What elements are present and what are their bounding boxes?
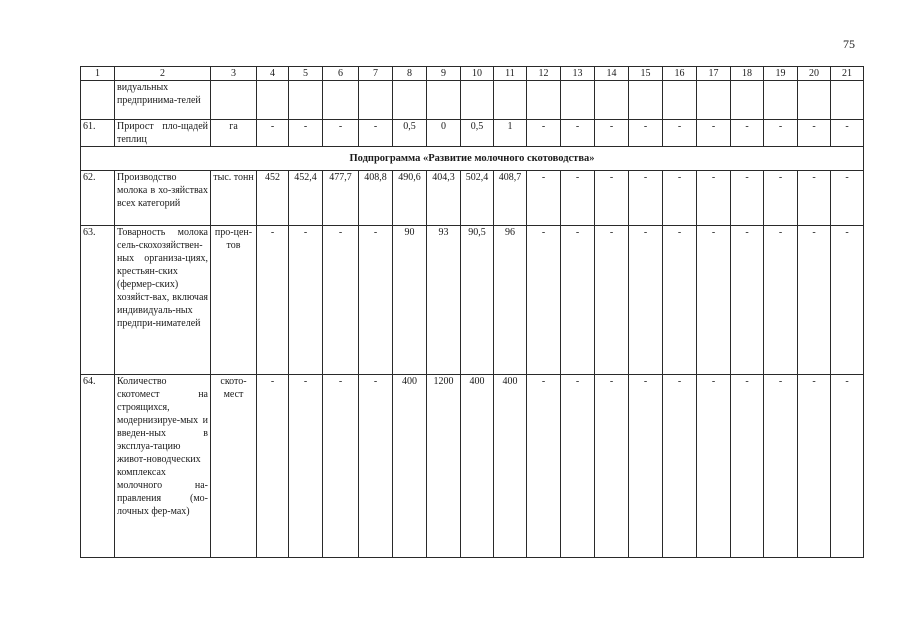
value-cell: - [289, 120, 323, 147]
value-cell: - [697, 226, 731, 375]
value-cell: - [731, 171, 764, 226]
value-cell [629, 81, 663, 120]
value-cell: - [527, 226, 561, 375]
value-cell: - [663, 375, 697, 558]
value-cell: - [359, 226, 393, 375]
value-cell: - [527, 375, 561, 558]
row-number: 63. [81, 226, 115, 375]
value-cell: - [798, 226, 831, 375]
section-title: Подпрограмма «Развитие молочного скотоводства» [81, 147, 864, 171]
value-cell: - [731, 120, 764, 147]
value-cell: - [629, 375, 663, 558]
value-cell: - [561, 226, 595, 375]
column-header: 18 [731, 67, 764, 81]
column-header: 5 [289, 67, 323, 81]
table-row [81, 81, 864, 120]
value-cell [831, 81, 864, 120]
value-cell: - [257, 375, 289, 558]
column-header: 2 [115, 67, 211, 81]
unit-cell: ското-мест [211, 375, 257, 558]
value-cell: 93 [427, 226, 461, 375]
value-cell: 400 [461, 375, 494, 558]
value-cell [289, 81, 323, 120]
column-header: 6 [323, 67, 359, 81]
column-header: 4 [257, 67, 289, 81]
value-cell [527, 81, 561, 120]
value-cell [494, 81, 527, 120]
value-cell [663, 81, 697, 120]
value-cell [731, 81, 764, 120]
value-cell: - [595, 120, 629, 147]
column-header: 20 [798, 67, 831, 81]
value-cell: - [697, 120, 731, 147]
value-cell: - [798, 375, 831, 558]
value-cell: 0 [427, 120, 461, 147]
value-cell: - [731, 226, 764, 375]
value-cell: - [527, 120, 561, 147]
value-cell: - [257, 120, 289, 147]
table-row [81, 120, 864, 147]
row-number: 62. [81, 171, 115, 226]
table-row [81, 375, 864, 558]
value-cell: 452,4 [289, 171, 323, 226]
value-cell [595, 81, 629, 120]
value-cell: 400 [393, 375, 427, 558]
value-cell: 0,5 [461, 120, 494, 147]
value-cell [323, 81, 359, 120]
value-cell: - [595, 375, 629, 558]
value-cell: 90,5 [461, 226, 494, 375]
value-cell: 96 [494, 226, 527, 375]
value-cell: - [527, 171, 561, 226]
value-cell: - [731, 375, 764, 558]
value-cell [561, 81, 595, 120]
value-cell: 0,5 [393, 120, 427, 147]
column-header: 16 [663, 67, 697, 81]
value-cell: 1 [494, 120, 527, 147]
value-cell [257, 81, 289, 120]
value-cell: - [764, 375, 798, 558]
value-cell: - [764, 226, 798, 375]
value-cell: - [561, 171, 595, 226]
column-header: 14 [595, 67, 629, 81]
value-cell: 408,8 [359, 171, 393, 226]
indicator-name: Производство молока в хо-зяйствах всех категорий [115, 171, 211, 226]
column-header: 15 [629, 67, 663, 81]
column-header: 3 [211, 67, 257, 81]
value-cell: - [798, 171, 831, 226]
value-cell: 404,3 [427, 171, 461, 226]
value-cell: - [663, 226, 697, 375]
column-header: 7 [359, 67, 393, 81]
value-cell: - [831, 226, 864, 375]
value-cell: 477,7 [323, 171, 359, 226]
value-cell: - [831, 375, 864, 558]
column-header: 13 [561, 67, 595, 81]
value-cell [798, 81, 831, 120]
value-cell [359, 81, 393, 120]
value-cell: - [595, 171, 629, 226]
value-cell: - [663, 171, 697, 226]
column-header: 17 [697, 67, 731, 81]
indicators-table [80, 66, 864, 558]
column-header: 11 [494, 67, 527, 81]
value-cell: - [323, 120, 359, 147]
unit-cell: тыс. тонн [211, 171, 257, 226]
section-row [81, 147, 864, 171]
column-header: 9 [427, 67, 461, 81]
value-cell: - [257, 226, 289, 375]
value-cell: - [629, 226, 663, 375]
indicator-name: Товарность молока сель-скохозяйствен-ных организа-циях, крестьян-ских (фермер-ских) хозяйст-вах, включая индивидуаль-ных предпри-нимателей [115, 226, 211, 375]
column-header: 10 [461, 67, 494, 81]
value-cell: - [764, 120, 798, 147]
column-header: 21 [831, 67, 864, 81]
column-header: 1 [81, 67, 115, 81]
value-cell: 400 [494, 375, 527, 558]
value-cell: - [629, 120, 663, 147]
value-cell: 1200 [427, 375, 461, 558]
value-cell [427, 81, 461, 120]
column-header: 19 [764, 67, 798, 81]
value-cell: - [289, 375, 323, 558]
value-cell [764, 81, 798, 120]
unit-cell: га [211, 120, 257, 147]
row-number [81, 81, 115, 120]
value-cell: - [764, 171, 798, 226]
value-cell: - [831, 120, 864, 147]
value-cell: 502,4 [461, 171, 494, 226]
column-header: 8 [393, 67, 427, 81]
value-cell: - [323, 375, 359, 558]
value-cell: 90 [393, 226, 427, 375]
value-cell: 452 [257, 171, 289, 226]
value-cell: 490,6 [393, 171, 427, 226]
value-cell: - [359, 375, 393, 558]
value-cell [461, 81, 494, 120]
value-cell: - [323, 226, 359, 375]
value-cell: - [798, 120, 831, 147]
row-number: 61. [81, 120, 115, 147]
value-cell [393, 81, 427, 120]
value-cell: - [561, 375, 595, 558]
table-row [81, 226, 864, 375]
value-cell: - [831, 171, 864, 226]
table-row [81, 171, 864, 226]
value-cell: - [629, 171, 663, 226]
value-cell: - [289, 226, 323, 375]
value-cell: - [697, 171, 731, 226]
unit-cell [211, 81, 257, 120]
value-cell: - [663, 120, 697, 147]
value-cell [697, 81, 731, 120]
page-number: 75 [843, 37, 855, 51]
value-cell: - [697, 375, 731, 558]
value-cell: - [359, 120, 393, 147]
value-cell: - [561, 120, 595, 147]
row-number: 64. [81, 375, 115, 558]
value-cell: - [595, 226, 629, 375]
value-cell: 408,7 [494, 171, 527, 226]
indicator-name: видуальных предпринима-телей [115, 81, 211, 120]
column-header: 12 [527, 67, 561, 81]
header-row [81, 67, 864, 81]
unit-cell: про-цен-тов [211, 226, 257, 375]
indicator-name: Количество скотомест на строящихся, модернизируе-мых и введен-ных в эксплуа-тацию живот-новодческих комплексах молочного на-правления (мо-лочных фер-мах) [115, 375, 211, 558]
indicator-name: Прирост пло-щадей теплиц [115, 120, 211, 147]
